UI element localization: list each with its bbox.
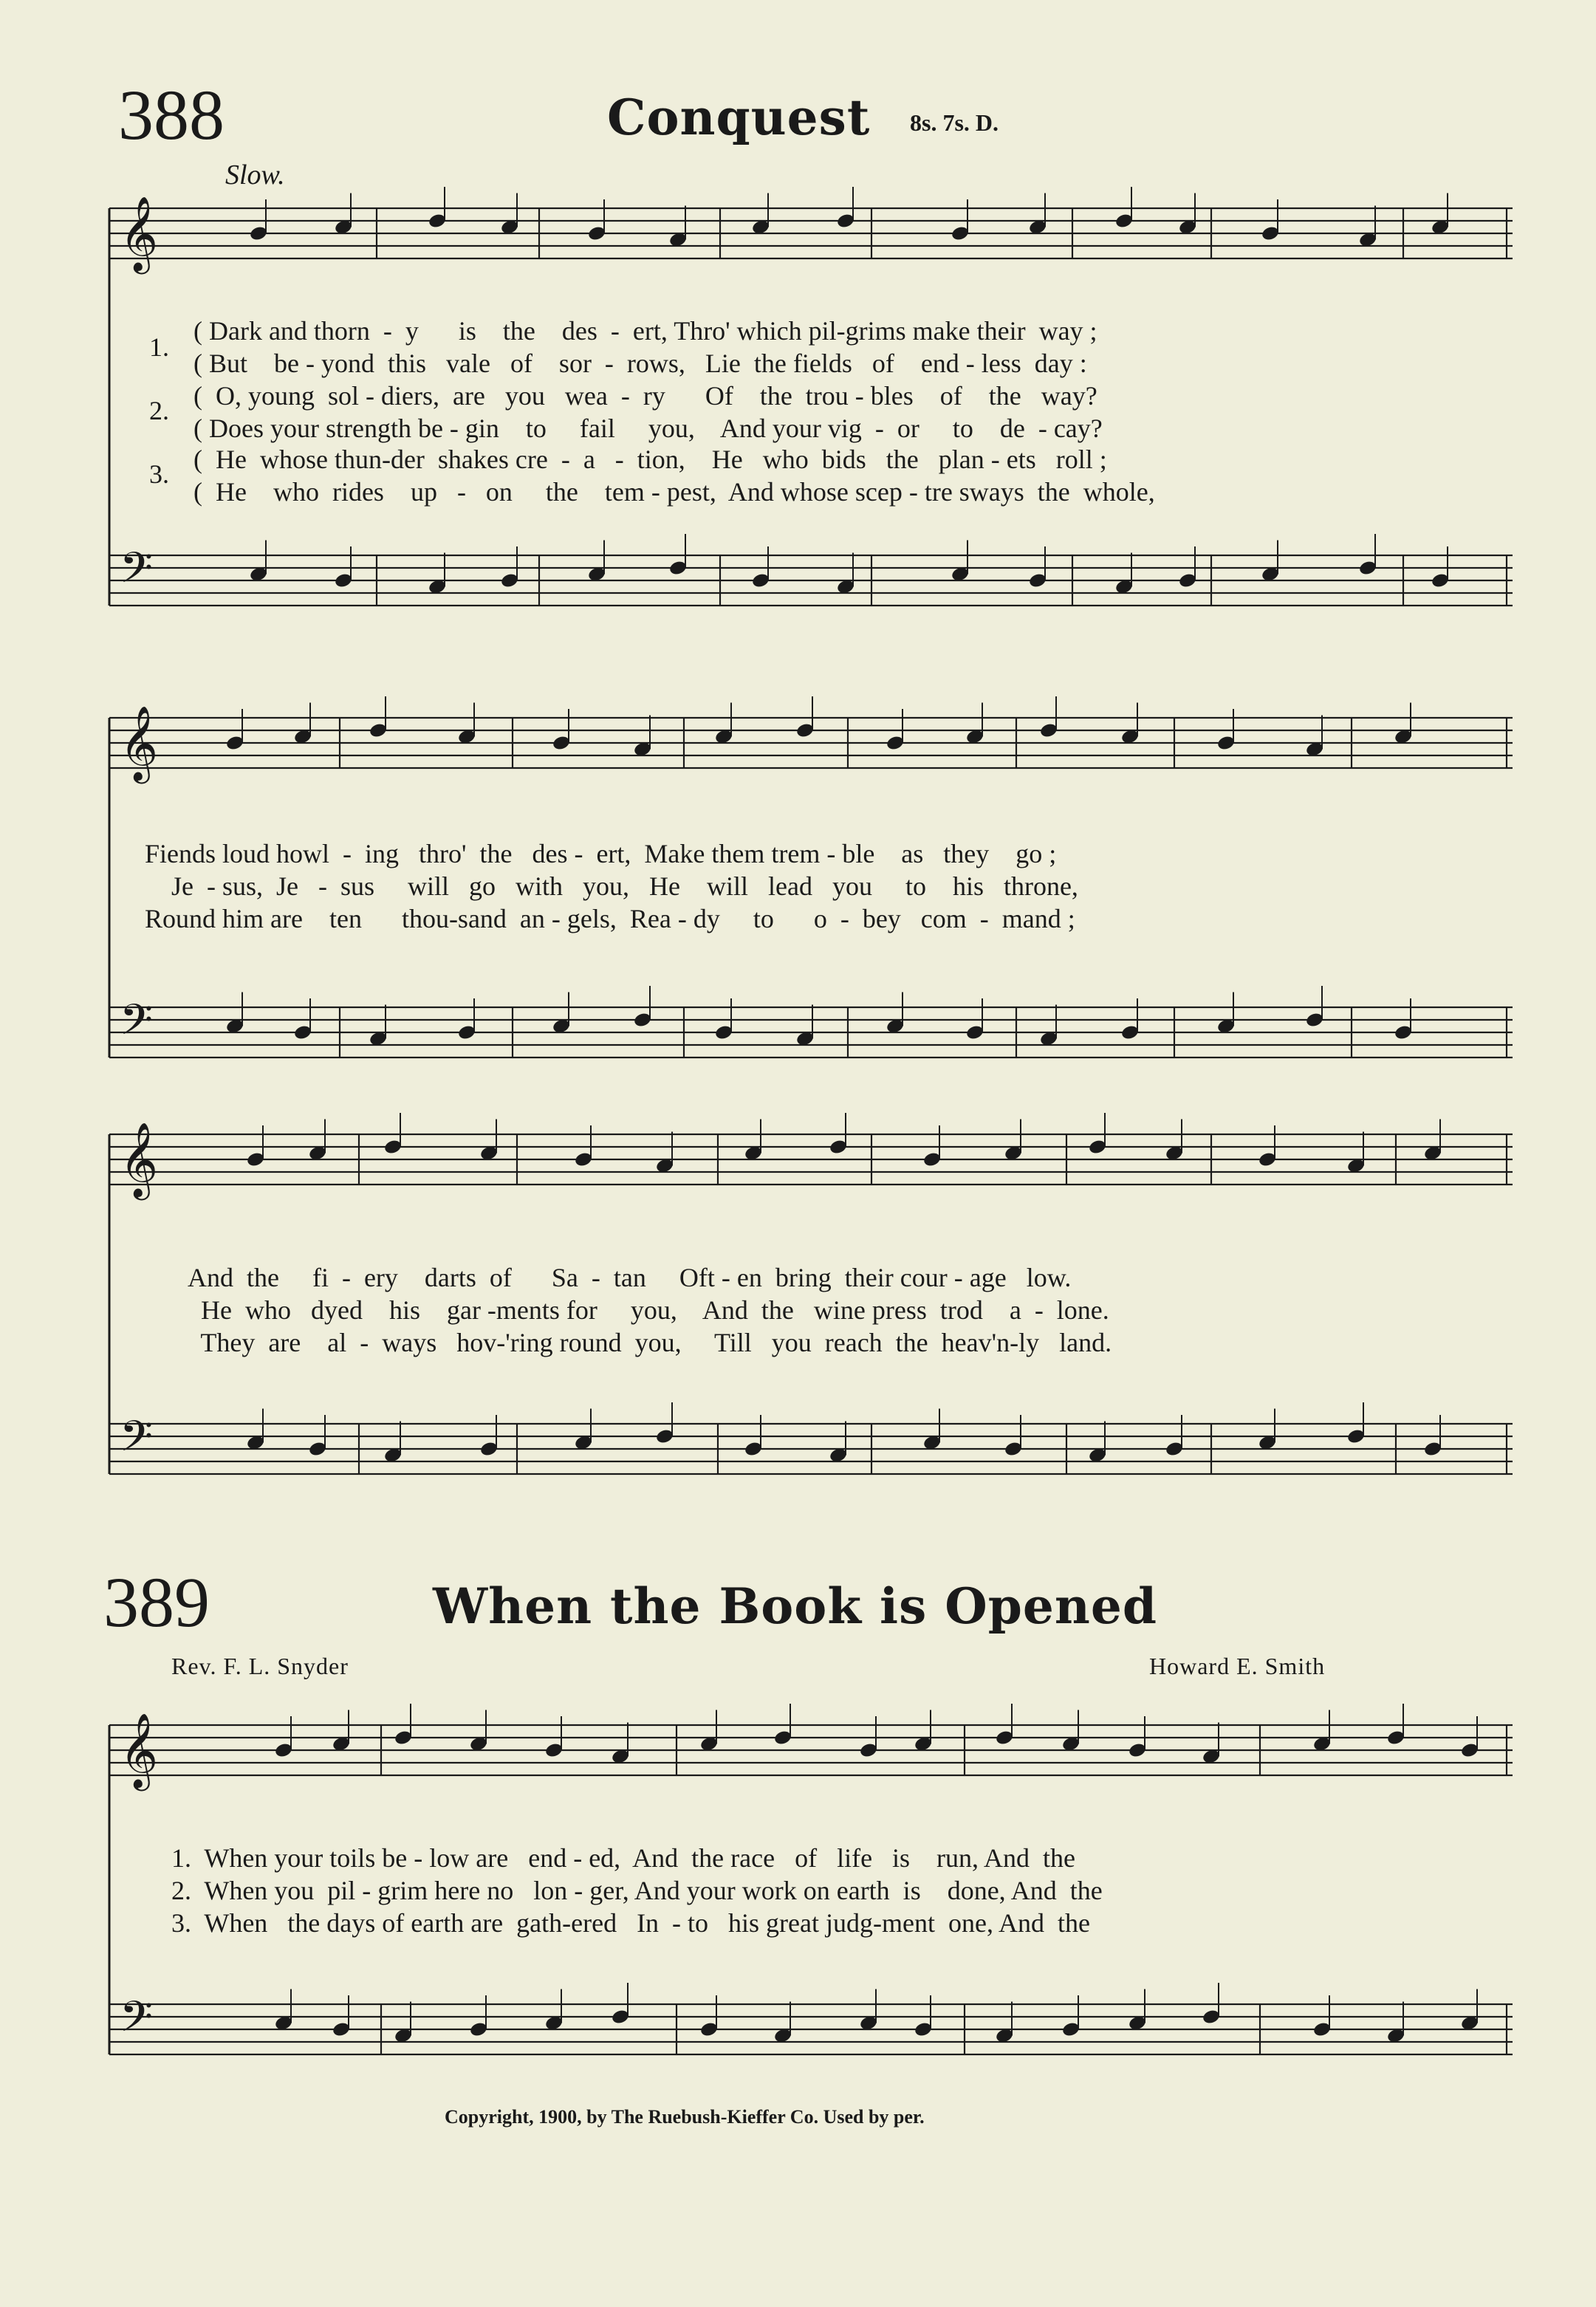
lyric-line: ( But be - yond this vale of sor - rows, Lie the fields of end - less day : bbox=[193, 349, 1087, 378]
lyric-line: And the fi - ery darts of Sa - tan Oft - en bring their cour - age low. bbox=[188, 1263, 1072, 1292]
system4-bass-clef: 𝄢 bbox=[120, 1992, 154, 2052]
lyric-line: 1. When your toils be - low are end - ed, And the race of life is run, And the bbox=[171, 1843, 1076, 1873]
hymn-title: When the Book is Opened bbox=[433, 1577, 1157, 1635]
lyric-line: 3. When the days of earth are gath-ered In - to his great judg-ment one, And the bbox=[171, 1908, 1090, 1938]
system3-treble-clef: 𝄞 bbox=[120, 1121, 159, 1197]
copyright-notice: Copyright, 1900, by The Ruebush-Kieffer Co. Used by per. bbox=[445, 2106, 925, 2128]
tempo-marking: Slow. bbox=[225, 160, 285, 191]
system1-treble-clef: 𝄞 bbox=[120, 195, 159, 271]
lyric-line: ( Does your strength be - gin to fail you, And your vig - or to de - cay? bbox=[193, 414, 1103, 443]
system2-bass-clef: 𝄢 bbox=[120, 995, 154, 1055]
hymn-meter: 8s. 7s. D. bbox=[910, 109, 999, 136]
lyric-line: ( He who rides up - on the tem - pest, And whose scep - tre sways the whole, bbox=[193, 477, 1155, 507]
verse-number: 2. bbox=[149, 396, 169, 425]
system1-bass-clef: 𝄢 bbox=[120, 543, 154, 603]
hymn-number: 388 bbox=[118, 75, 225, 154]
verse-number: 1. bbox=[149, 332, 169, 362]
hymn-title: Conquest bbox=[607, 89, 871, 146]
system2-treble-clef: 𝄞 bbox=[120, 705, 159, 781]
verse-number: 3. bbox=[149, 459, 169, 489]
lyric-line: 2. When you pil - grim here no lon - ger, And your work on earth is done, And the bbox=[171, 1876, 1103, 1905]
lyric-line: He who dyed his gar -ments for you, And the wine press trod a - lone. bbox=[188, 1295, 1109, 1325]
lyric-line: ( He whose thun-der shakes cre - a - tion, He who bids the plan - ets roll ; bbox=[193, 445, 1107, 474]
system3-bass-clef: 𝄢 bbox=[120, 1411, 154, 1472]
lyric-line: ( O, young sol - diers, are you wea - ry Of the trou - bles of the way? bbox=[193, 381, 1097, 411]
hymn-number: 389 bbox=[103, 1563, 210, 1642]
lyric-line: Je - sus, Je - sus will go with you, He will lead you to his throne, bbox=[145, 871, 1078, 901]
lyric-line: ( Dark and thorn - y is the des - ert, Thro' which pil-grims make their way ; bbox=[193, 316, 1097, 346]
author-credit: Rev. F. L. Snyder bbox=[171, 1653, 349, 1679]
system4-treble-clef: 𝄞 bbox=[120, 1712, 159, 1788]
lyric-line: Fiends loud howl - ing thro' the des - ert, Make them trem - ble as they go ; bbox=[145, 839, 1057, 868]
lyric-line: Round him are ten thou-sand an - gels, Rea - dy to o - bey com - mand ; bbox=[145, 904, 1075, 933]
composer-credit: Howard E. Smith bbox=[1149, 1653, 1326, 1679]
lyric-line: They are al - ways hov-'ring round you, Till you reach the heav'n-ly land. bbox=[188, 1328, 1112, 1357]
